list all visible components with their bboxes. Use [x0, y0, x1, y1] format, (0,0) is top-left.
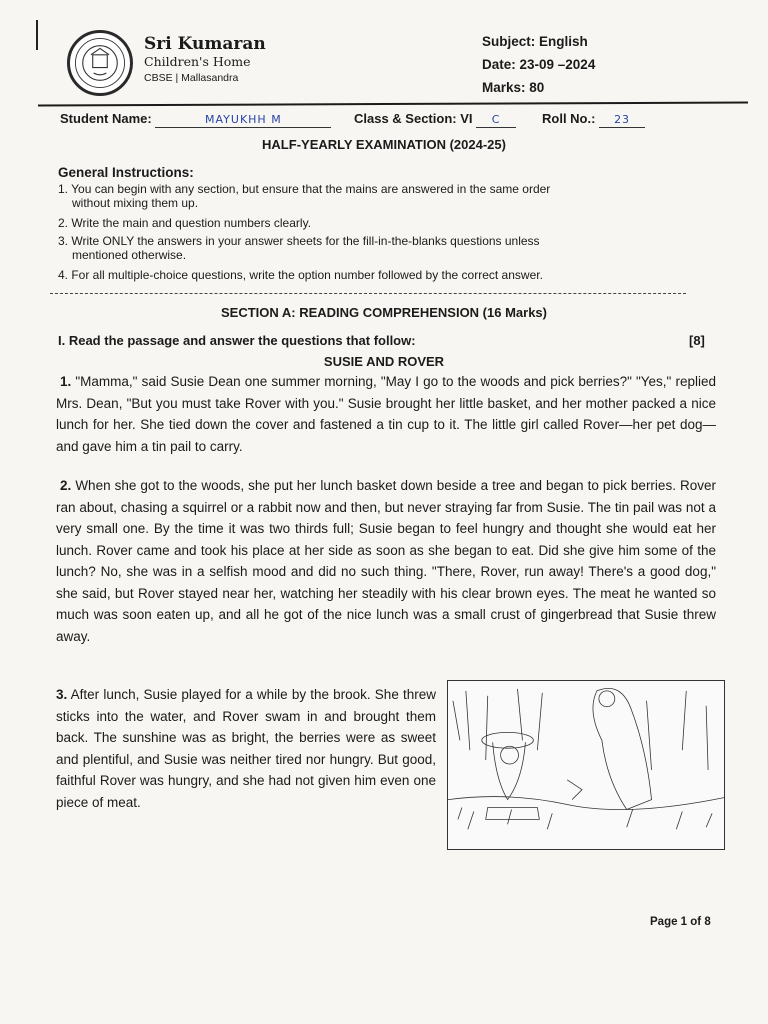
subject: Subject: English: [482, 34, 588, 49]
instruction-2: [58, 216, 658, 230]
instructions-heading: General Instructions:: [58, 165, 194, 180]
student-name-field: [60, 111, 331, 128]
instruction-2-line-1: 2. Write the main and question numbers clearly.: [58, 216, 312, 230]
story-title: SUSIE AND ROVER: [323, 354, 445, 369]
instruction-3: [58, 234, 658, 262]
instruction-4: [58, 268, 658, 282]
roll-no-label: Roll No.:: [542, 111, 596, 126]
instruction-4-line-1: 4. For all multiple-choice questions, write the option number followed by the correct answer.: [58, 268, 543, 282]
question-1-prompt: I. Read the passage and answer the questions that follow:: [58, 333, 416, 348]
roll-no-value: 23: [599, 113, 645, 128]
instruction-1-line-2: without mixing them up.: [72, 196, 199, 210]
pen-mark: [36, 20, 38, 50]
class-section-value: C: [476, 113, 516, 128]
question-1-marks: [8]: [689, 333, 705, 348]
section-divider: [50, 293, 686, 294]
paragraph-1-number: 1.: [60, 374, 72, 389]
instruction-1: [58, 182, 658, 210]
class-section-label: Class & Section: VI: [354, 111, 473, 126]
total-marks: Marks: 80: [482, 80, 545, 95]
paragraph-3: [56, 684, 436, 813]
paragraph-3-number: 3.: [56, 687, 68, 702]
school-board: CBSE | Mallasandra: [144, 72, 239, 84]
roll-no-field: [542, 111, 645, 128]
school-name: Sri Kumaran: [144, 34, 266, 54]
section-a-heading: SECTION A: READING COMPREHENSION (16 Marks): [220, 305, 547, 320]
instruction-3-line-2: mentioned otherwise.: [72, 248, 187, 262]
school-logo: [67, 30, 133, 96]
paragraph-2: [56, 475, 716, 647]
story-illustration: [447, 680, 725, 850]
student-name-value: MAYUKHH M: [155, 113, 331, 128]
header-divider: [38, 101, 748, 106]
instruction-1-line-1: 1. You can begin with any section, but ensure that the mains are answered in the same order: [58, 182, 551, 196]
school-subtitle: Children's Home: [144, 54, 251, 69]
exam-title: HALF-YEARLY EXAMINATION (2024-25): [262, 137, 506, 152]
paragraph-2-number: 2.: [60, 478, 72, 493]
exam-date: Date: 23-09 –2024: [482, 57, 596, 72]
paragraph-3-text: After lunch, Susie played for a while by the brook. She threw sticks into the water, and Rover swam in and brought them back. The sunshine was as bright, the berries were as sweet and plentiful, and Susie was neither tired nor hungry. But good, faithful Rover was hungry, and she had not given him even one piece of meat.: [56, 687, 436, 810]
paragraph-1-text: "Mamma," said Susie Dean one summer morning, "May I go to the woods and pick berries?" "Yes," replied Mrs. Dean, "But you must take Rover with you." Susie brought her little basket, and her mother packed a nice lunch for her. She tied down the cover and fastened a tin cup to it. The little girl called Rover—her pet dog—and gave him a tin pail to carry.: [56, 374, 716, 454]
paragraph-2-text: When she got to the woods, she put her lunch basket down beside a tree and began to pick berries. Rover ran about, chasing a squirrel or a rabbit now and then, but never straying far from Susie. The tin pail was not a very small one. By the time it was two thirds full; Susie began to feel hungry and thought she would eat her lunch. Rover came and took his place at her side as soon as she began to eat. Did she give him some of the lunch? No, she was in a selfish mood and did no such thing. "There, Rover, run away! There's a good dog," she said, but Rover stayed near her, watching her steadily with his clear brown eyes. The meat he wanted so much was soon eaten up, and all he got of the nice lunch was a small crust of gingerbread that Susie threw away.: [56, 478, 716, 644]
student-name-label: Student Name:: [60, 111, 152, 126]
class-section-field: [354, 111, 516, 128]
page-number: Page 1 of 8: [650, 916, 711, 928]
paragraph-1: [56, 371, 716, 457]
instruction-3-line-1: 3. Write ONLY the answers in your answer sheets for the fill-in-the-blanks questions unless: [58, 234, 540, 248]
